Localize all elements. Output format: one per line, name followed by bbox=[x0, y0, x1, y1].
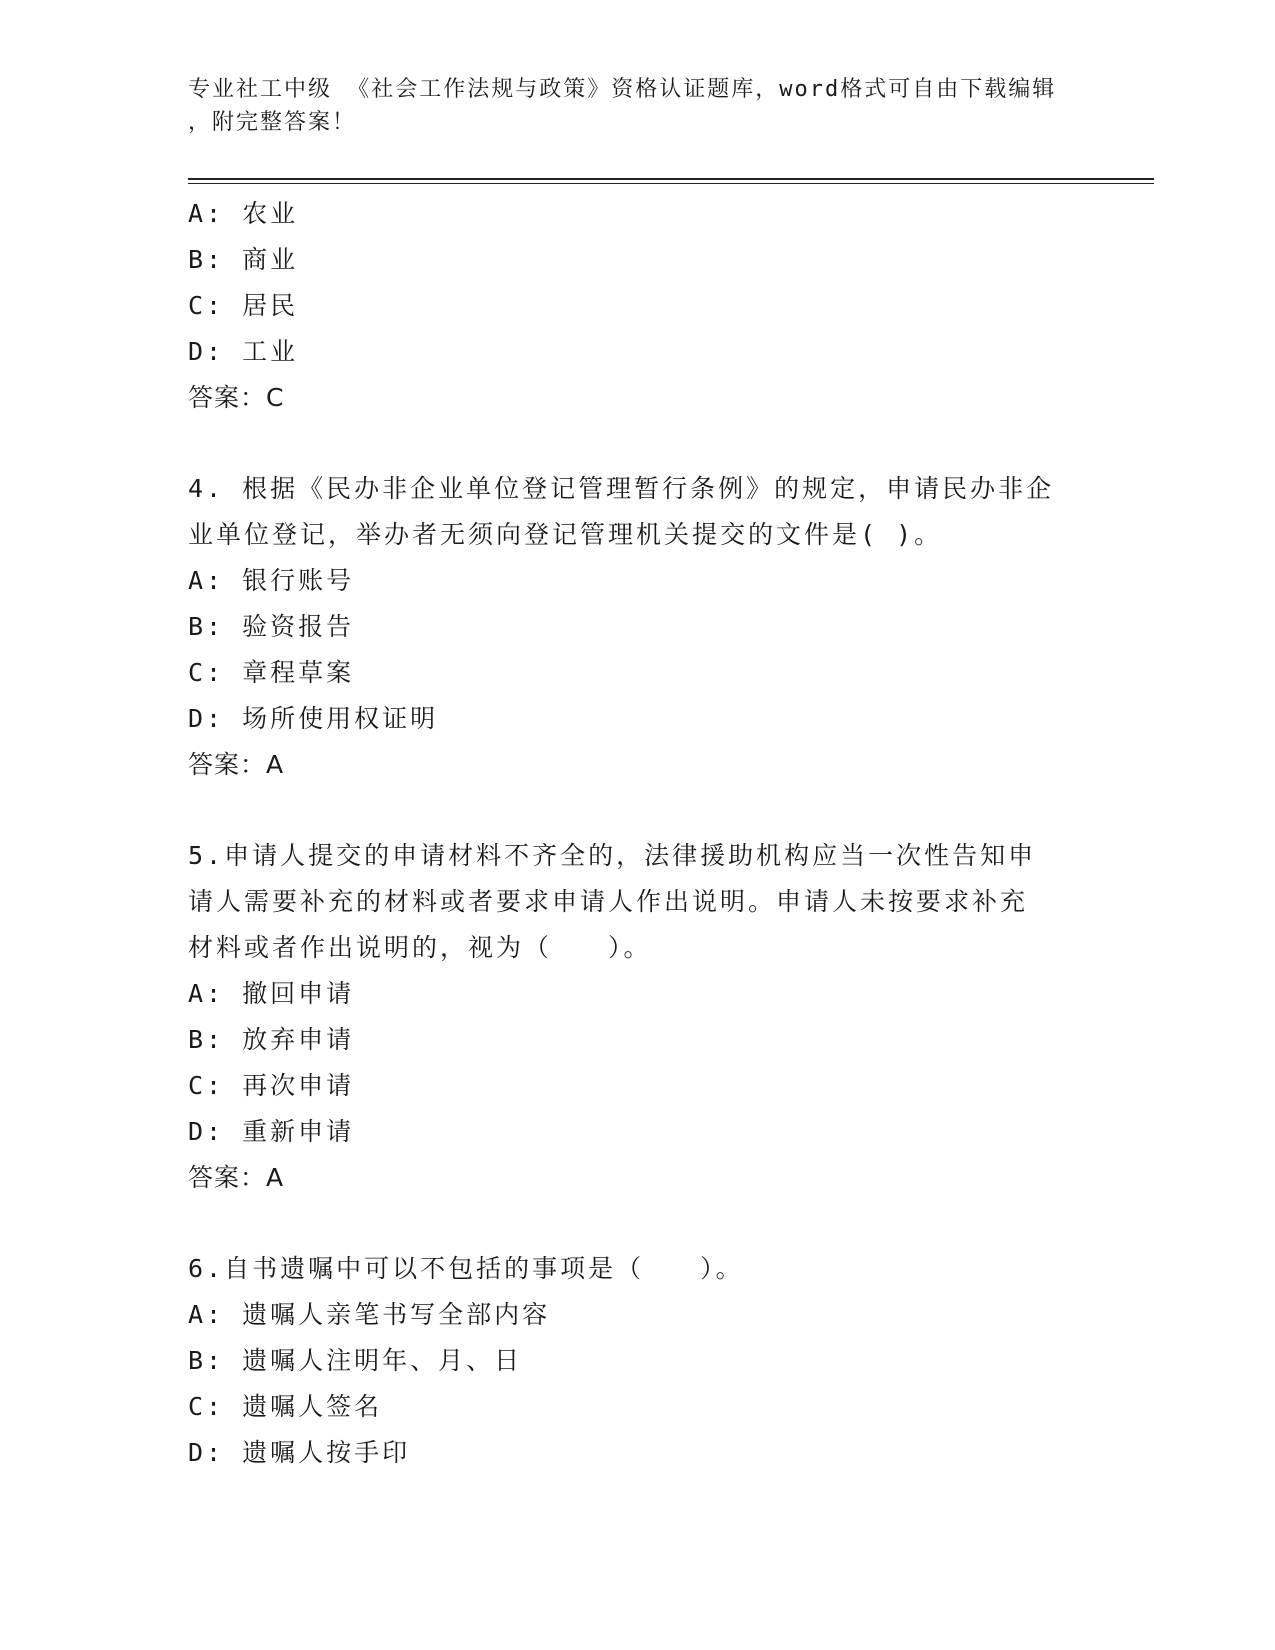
question-list bbox=[188, 191, 1088, 1476]
option-d: D: 工业 bbox=[188, 337, 299, 366]
option-d: D: 场所使用权证明 bbox=[188, 704, 439, 733]
option-c: C: 章程草案 bbox=[188, 658, 355, 687]
option-b: B: 遗嘱人注明年、月、日 bbox=[188, 1346, 523, 1375]
question-6-block bbox=[188, 1246, 1088, 1476]
spacer bbox=[188, 1201, 1088, 1246]
question-4-block bbox=[188, 466, 1088, 788]
question-5-block bbox=[188, 833, 1088, 1201]
option-a: A: 遗嘱人亲笔书写全部内容 bbox=[188, 1300, 551, 1329]
header-title-line2: ，附完整答案！ bbox=[188, 110, 357, 135]
header-divider-thick bbox=[188, 178, 1154, 180]
question-stem-line: 6.自书遗嘱中可以不包括的事项是（ ）。 bbox=[188, 1254, 744, 1283]
option-c: C: 遗嘱人签名 bbox=[188, 1392, 383, 1421]
option-b: B: 商业 bbox=[188, 245, 299, 274]
question-stem-line: 业单位登记，举办者无须向登记管理机关提交的文件是( )。 bbox=[188, 520, 943, 549]
spacer bbox=[188, 788, 1088, 833]
option-c: C: 居民 bbox=[188, 291, 299, 320]
header-divider-thin bbox=[188, 183, 1154, 184]
question-stem-line: 请人需要补充的材料或者要求申请人作出说明。申请人未按要求补充 bbox=[188, 887, 1029, 916]
option-a: A: 银行账号 bbox=[188, 566, 355, 595]
option-b: B: 验资报告 bbox=[188, 612, 355, 641]
option-a: A: 撤回申请 bbox=[188, 979, 355, 1008]
answer-line: 答案：C bbox=[188, 383, 285, 412]
question-3-block bbox=[188, 191, 1088, 421]
option-d: D: 重新申请 bbox=[188, 1117, 355, 1146]
header-title-line1: 专业社工中级 《社会工作法规与政策》资格认证题库，word格式可自由下载编辑 bbox=[188, 77, 1057, 102]
question-stem-line: 4. 根据《民办非企业单位登记管理暂行条例》的规定，申请民办非企 bbox=[188, 474, 1055, 503]
document-header bbox=[188, 73, 1088, 139]
question-stem-line: 材料或者作出说明的，视为（ ）。 bbox=[188, 933, 652, 962]
answer-line: 答案：A bbox=[188, 1163, 285, 1192]
option-d: D: 遗嘱人按手印 bbox=[188, 1438, 411, 1467]
option-c: C: 再次申请 bbox=[188, 1071, 355, 1100]
option-b: B: 放弃申请 bbox=[188, 1025, 355, 1054]
answer-line: 答案：A bbox=[188, 750, 285, 779]
option-a: A: 农业 bbox=[188, 199, 299, 228]
question-stem-line: 5.申请人提交的申请材料不齐全的，法律援助机构应当一次性告知申 bbox=[188, 841, 1037, 870]
spacer bbox=[188, 421, 1088, 466]
